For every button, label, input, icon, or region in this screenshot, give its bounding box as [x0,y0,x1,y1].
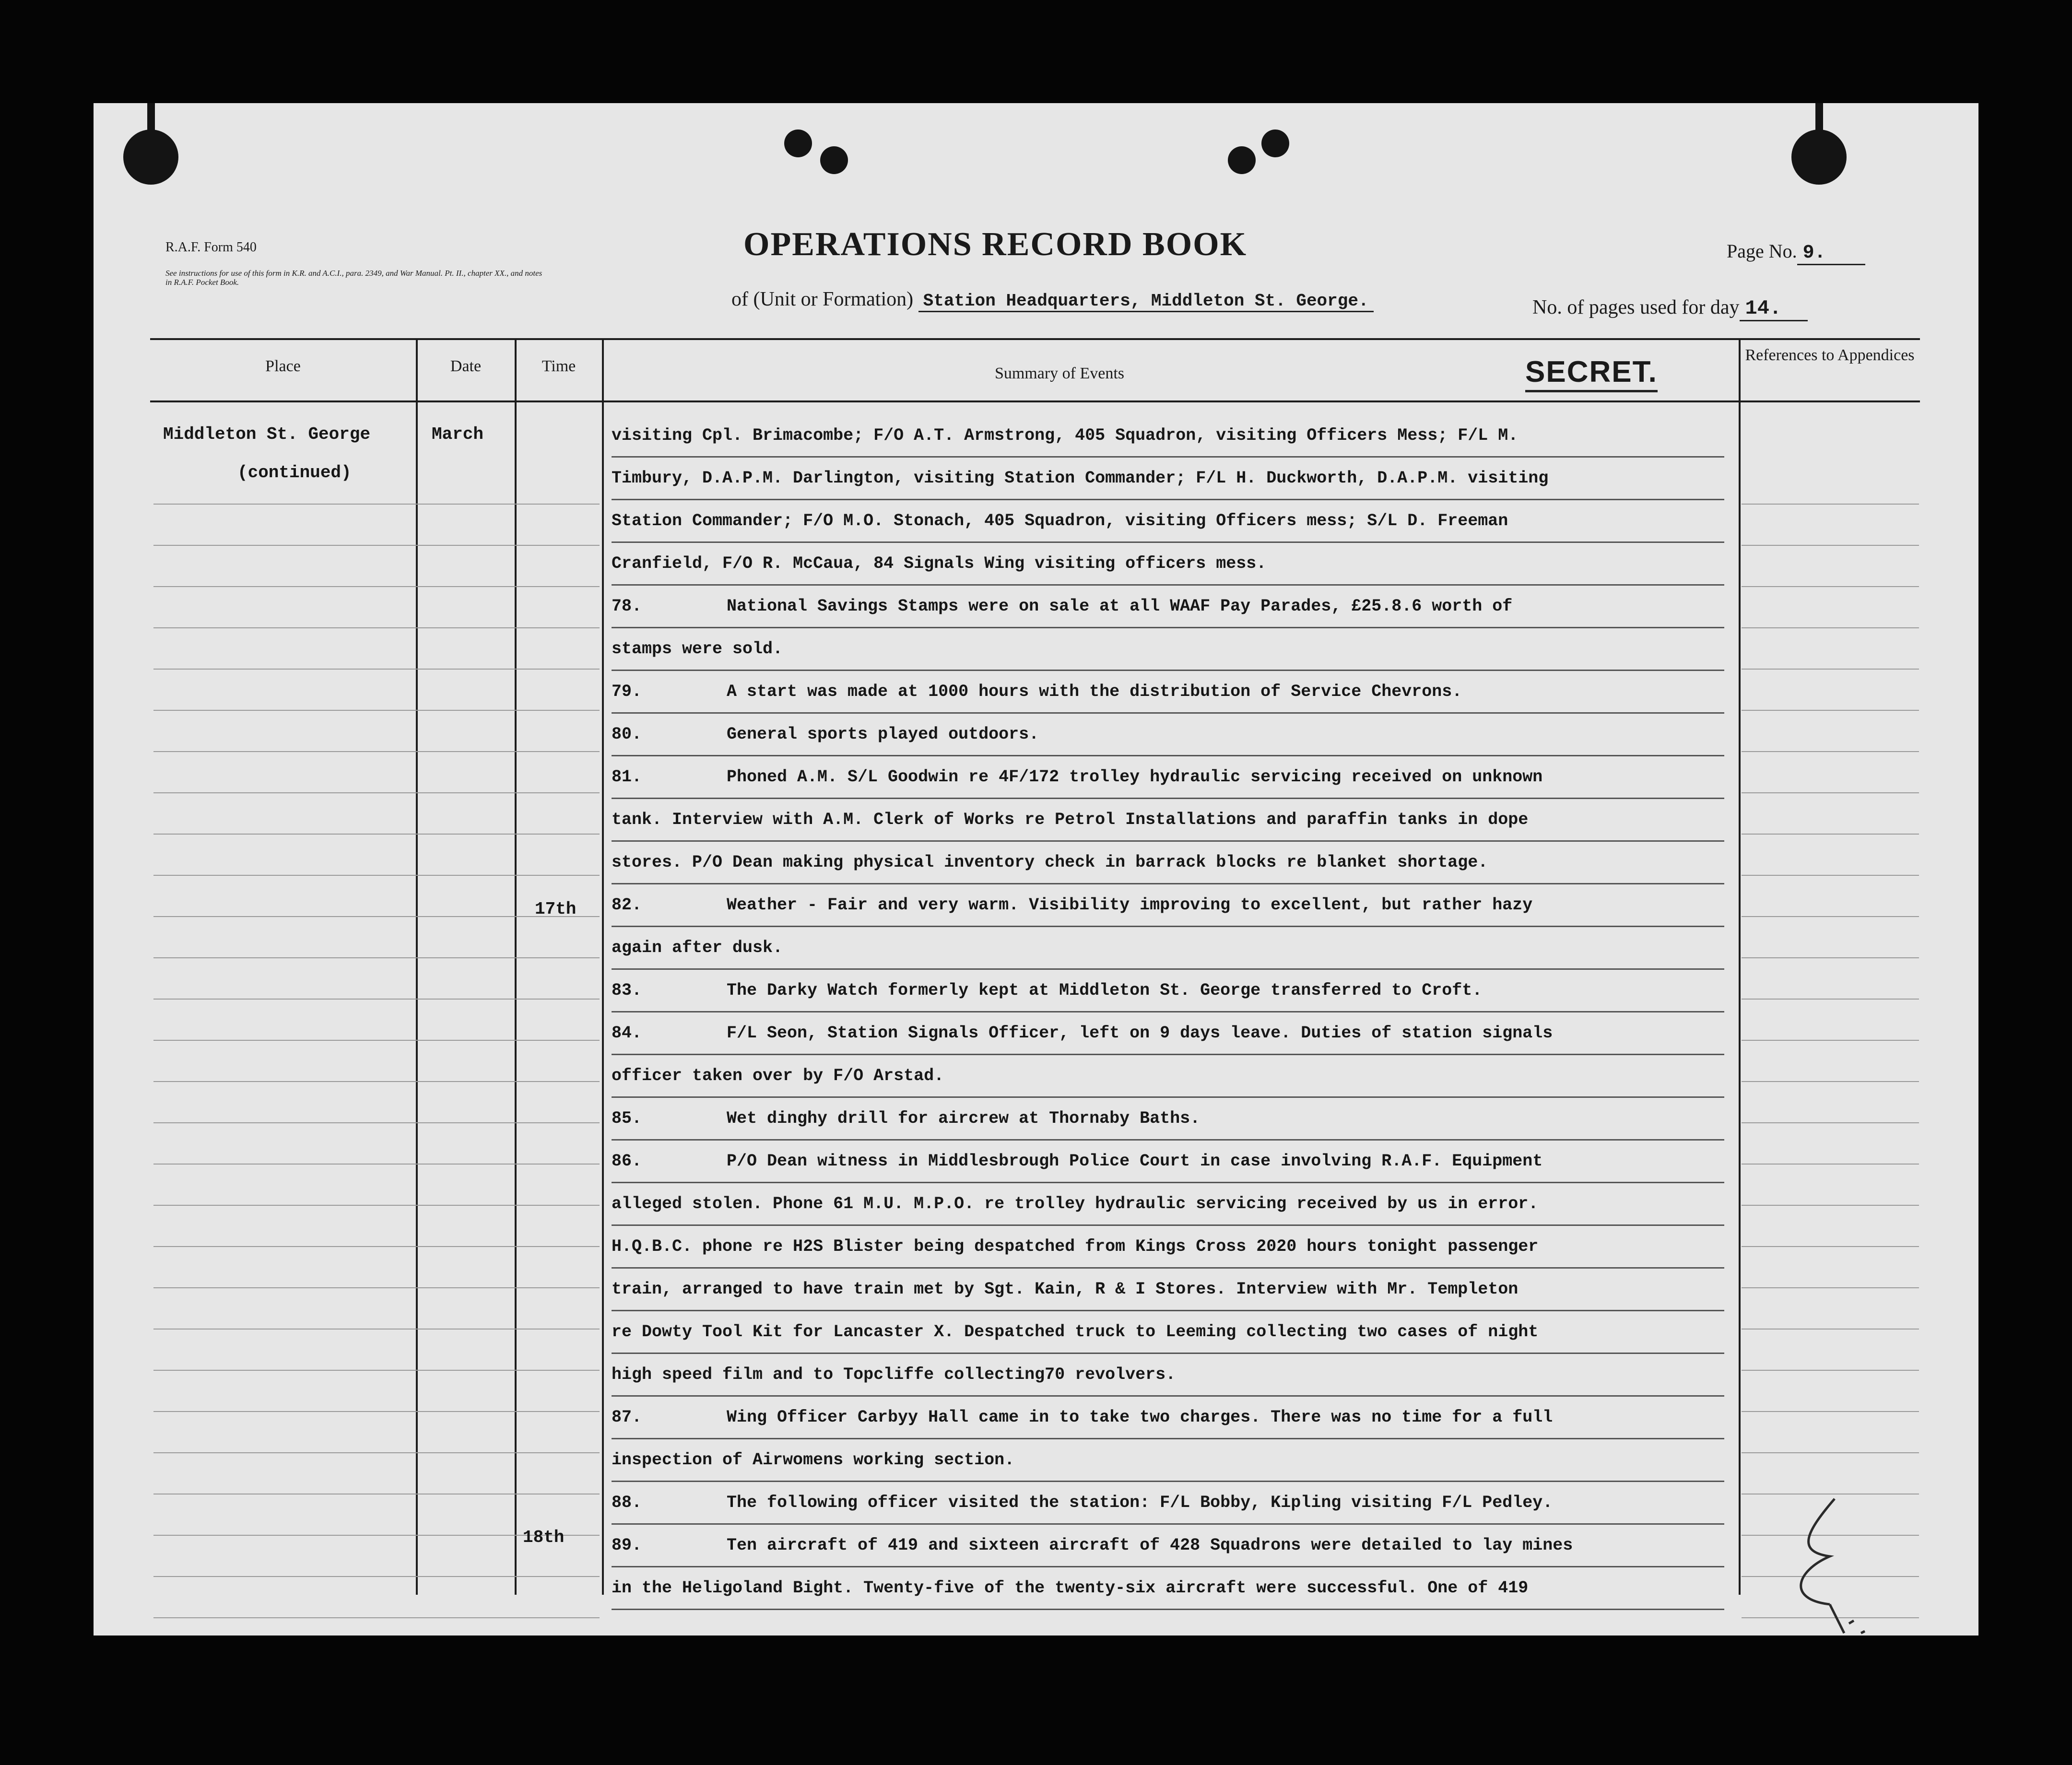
binder-hole-right [1791,129,1847,185]
entry-text: tank. Interview with A.M. Clerk of Works re Petrol Installations and paraffin tanks in dope [612,810,1529,829]
summary-line [612,1141,1724,1183]
ruled-line [153,627,600,628]
ruled-line [153,1205,600,1206]
binder-hole-tab-right [1815,103,1823,132]
ruled-line [153,1040,600,1041]
ruled-line [1742,1040,1919,1041]
unit-label: of (Unit or Formation) [731,288,914,310]
pages-used-value: 14. [1740,297,1808,321]
ruled-line [153,1329,600,1330]
ruled-line [1742,1205,1919,1206]
pages-used-label: No. of pages used for day [1532,296,1740,318]
ruled-line [1742,751,1919,752]
signature-mark [1777,1494,1883,1638]
entry-text: General sports played outdoors. [727,725,1039,744]
column-divider [1739,338,1741,1595]
summary-line [612,842,1724,884]
ruled-line [153,792,600,793]
ruled-line [153,504,600,505]
ruled-line [153,999,600,1000]
entry-text: inspection of Airwomens working section. [612,1450,1015,1470]
entry-number: 80. [612,725,642,744]
entry-text: Station Commander; F/O M.O. Stonach, 405 Squadron, visiting Officers mess; S/L D. Freeman [612,511,1508,530]
ruled-line [1742,875,1919,876]
time-entry-17th: 17th [535,899,577,919]
ruled-line [153,1081,600,1082]
record-sheet [94,103,1978,1636]
punch-hole [1228,146,1256,174]
summary-line [612,1525,1724,1567]
column-header-time: Time [542,357,576,375]
ruled-line [1742,545,1919,546]
entry-text: again after dusk. [612,938,783,957]
ruled-line [1742,916,1919,917]
ruled-line [153,916,600,917]
summary-line [612,1012,1724,1055]
column-header-date: Date [450,357,482,375]
ruled-line [1742,669,1919,670]
ruled-line [153,1370,600,1371]
ruled-line [153,1411,600,1412]
entry-text: F/L Seon, Station Signals Officer, left on 9 days leave. Duties of station signals [727,1024,1553,1043]
ruled-line [1742,586,1919,587]
column-divider [602,338,604,1595]
ruled-line [153,1246,600,1247]
summary-of-events [612,415,1724,1610]
entry-number: 88. [612,1493,642,1512]
entry-text: H.Q.B.C. phone re H2S Blister being despatched from Kings Cross 2020 hours tonight passenger [612,1237,1539,1256]
ruled-line [153,875,600,876]
summary-line [612,586,1724,628]
entry-number: 85. [612,1109,642,1128]
document-title: OPERATIONS RECORD BOOK [743,226,1248,263]
ruled-line [1742,1370,1919,1371]
ruled-line [153,710,600,711]
place-entry-continued: (continued) [237,463,352,482]
summary-line [612,884,1724,927]
entry-text: train, arranged to have train met by Sgt. Kain, R & I Stores. Interview with Mr. Templeton [612,1280,1519,1299]
entry-text: Cranfield, F/O R. McCaua, 84 Signals Wing visiting officers mess. [612,554,1267,573]
entry-text: Ten aircraft of 419 and sixteen aircraft of 428 Squadrons were detailed to lay mines [727,1536,1573,1555]
summary-line [612,1311,1724,1354]
page-number-value: 9. [1797,242,1865,265]
entry-text: stamps were sold. [612,639,783,659]
column-divider [416,338,418,1595]
binder-hole-tab-left [147,103,155,132]
ruled-line [1742,1122,1919,1123]
ruled-line [153,1287,600,1288]
entry-number: 81. [612,767,642,787]
summary-line [612,1055,1724,1098]
summary-line [612,1354,1724,1397]
summary-line [612,415,1724,458]
form-number: R.A.F. Form 540 [165,240,257,255]
page-number-label: Page No. [1727,240,1797,262]
ruled-line [1742,1287,1919,1288]
summary-line [612,1482,1724,1525]
ruled-line [1742,1329,1919,1330]
entry-text: National Savings Stamps were on sale at all WAAF Pay Parades, £25.8.6 worth of [727,597,1513,616]
secret-stamp: SECRET. [1525,355,1658,392]
summary-line [612,458,1724,500]
entry-text: in the Heligoland Bight. Twenty-five of the twenty-six aircraft were successful. One of 419 [612,1578,1529,1598]
summary-line [612,543,1724,586]
ruled-line [153,545,600,546]
ruled-line [153,834,600,835]
entry-text: Phoned A.M. S/L Goodwin re 4F/172 trolley hydraulic servicing received on unknown [727,767,1543,787]
time-entry-18th: 18th [523,1528,565,1547]
ruled-line [1742,957,1919,958]
place-entry: Middleton St. George [163,424,371,444]
entry-text: alleged stolen. Phone 61 M.U. M.P.O. re trolley hydraulic servicing received by us in error. [612,1194,1539,1213]
summary-line [612,1183,1724,1226]
punch-hole [784,129,812,157]
ruled-line [1742,627,1919,628]
entry-text: high speed film and to Topcliffe collecting70 revolvers. [612,1365,1176,1384]
ruled-line [1742,792,1919,793]
summary-line [612,927,1724,970]
ruled-line [1742,1246,1919,1247]
summary-line [612,1098,1724,1141]
entry-number: 86. [612,1152,642,1171]
column-header-place: Place [265,357,301,375]
summary-line [612,628,1724,671]
column-divider [515,338,517,1595]
ruled-line [153,1617,600,1618]
ruled-line [1742,1411,1919,1412]
summary-line [612,714,1724,756]
punch-hole [1261,129,1289,157]
summary-line [612,799,1724,842]
entry-text: re Dowty Tool Kit for Lancaster X. Despatched truck to Leeming collecting two cases of night [612,1322,1539,1341]
ruled-line [1742,1452,1919,1453]
entry-text: stores. P/O Dean making physical inventory check in barrack blocks re blanket shortage. [612,853,1488,872]
summary-line [612,756,1724,799]
entry-number: 79. [612,682,642,701]
entry-text: visiting Cpl. Brimacombe; F/O A.T. Armstrong, 405 Squadron, visiting Officers Mess; F/L M. [612,426,1519,445]
column-header-references: References to Appendices [1745,346,1915,364]
ruled-line [153,957,600,958]
ruled-line [153,1122,600,1123]
ruled-line [153,1576,600,1577]
binder-hole-left [123,129,178,185]
entry-number: 78. [612,597,642,616]
date-entry: March [432,424,484,444]
page-number [1727,240,1865,265]
pages-used [1532,296,1808,321]
ruled-line [153,1164,600,1165]
entry-text: A start was made at 1000 hours with the distribution of Service Chevrons. [727,682,1462,701]
ruled-line [153,1452,600,1453]
entry-text: Wet dinghy drill for aircrew at Thornaby Baths. [727,1109,1201,1128]
summary-line [612,1439,1724,1482]
ruled-line [1742,999,1919,1000]
summary-line [612,1226,1724,1269]
entry-text: officer taken over by F/O Arstad. [612,1066,944,1085]
ruled-line [1742,1081,1919,1082]
entry-text: Timbury, D.A.P.M. Darlington, visiting Station Commander; F/L H. Duckworth, D.A.P.M. visiting [612,469,1549,488]
ruled-line [1742,1164,1919,1165]
entry-number: 83. [612,981,642,1000]
entry-number: 87. [612,1408,642,1427]
unit-value: Station Headquarters, Middleton St. George. [918,291,1374,312]
entry-number: 82. [612,895,642,915]
summary-line [612,500,1724,543]
summary-line [612,1567,1724,1610]
entry-text: The following officer visited the station: F/L Bobby, Kipling visiting F/L Pedley. [727,1493,1553,1512]
column-header-summary: Summary of Events [994,365,1125,382]
ruled-line [1742,710,1919,711]
form-instructions: See instructions for use of this form in K.R. and A.C.I., para. 2349, and War Manual. Pt. II., chapter XX., and notes in R.A.F. Pocket Book. [165,269,542,287]
punch-hole [820,146,848,174]
ruled-line [153,586,600,587]
ruled-line [1742,504,1919,505]
entry-text: The Darky Watch formerly kept at Middleton St. George transferred to Croft. [727,981,1483,1000]
summary-line [612,970,1724,1012]
summary-line [612,1269,1724,1311]
unit-line [731,288,1374,311]
ruled-line [153,669,600,670]
entry-text: Weather - Fair and very warm. Visibility improving to excellent, but rather hazy [727,895,1533,915]
entry-number: 89. [612,1536,642,1555]
summary-line [612,671,1724,714]
entry-number: 84. [612,1024,642,1043]
summary-line [612,1397,1724,1439]
entry-text: Wing Officer Carbyy Hall came in to take two charges. There was no time for a full [727,1408,1553,1427]
ruled-line [1742,834,1919,835]
ruled-line [153,751,600,752]
entry-text: P/O Dean witness in Middlesbrough Police Court in case involving R.A.F. Equipment [727,1152,1543,1171]
